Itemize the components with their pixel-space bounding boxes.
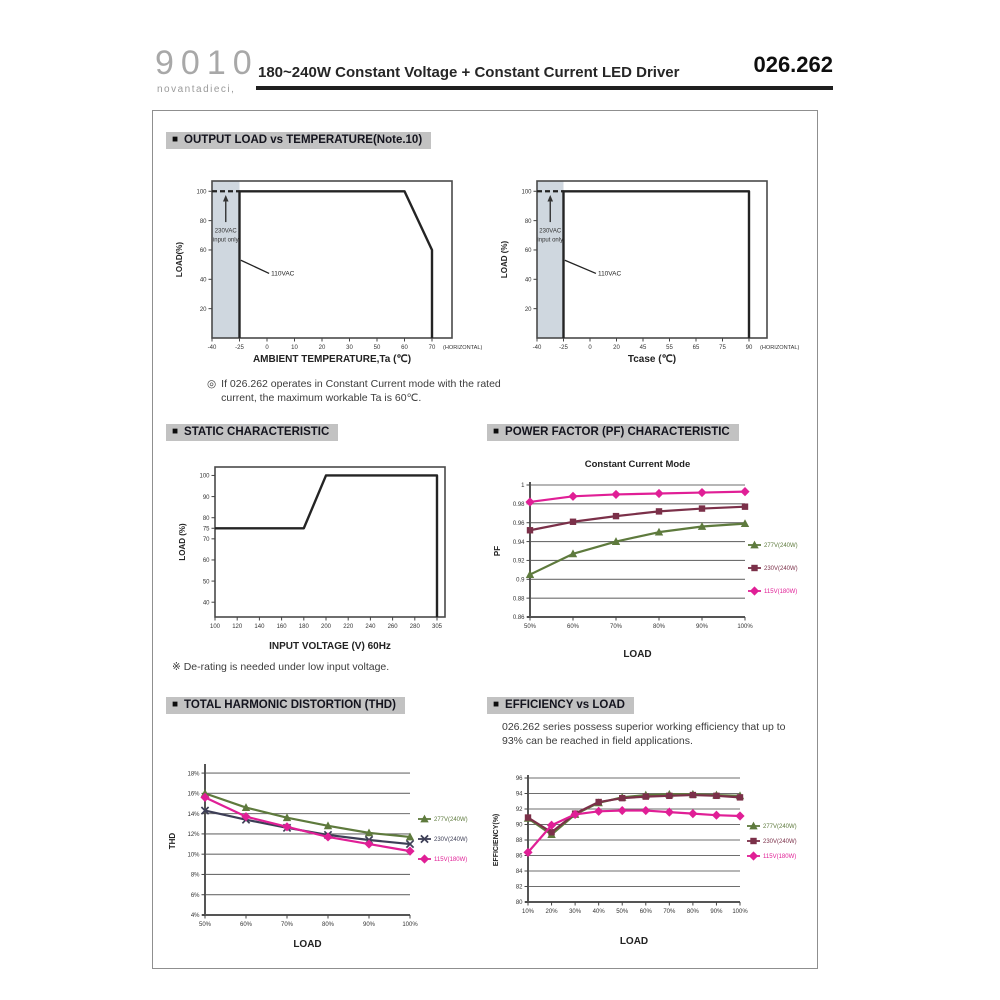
svg-text:90%: 90% [695,624,709,630]
model-number: 026.262 [753,52,833,77]
svg-text:60: 60 [202,558,210,565]
section-marker-icon: ■ [172,426,179,437]
svg-text:30: 30 [346,345,353,351]
svg-text:70%: 70% [609,624,623,630]
chart-ambient [160,165,505,380]
svg-text:LOAD (%): LOAD (%) [500,240,509,279]
svg-text:14%: 14% [187,811,200,818]
svg-text:PF: PF [493,545,502,557]
svg-text:50%: 50% [616,909,629,915]
svg-text:20: 20 [318,345,326,351]
svg-text:0.9: 0.9 [516,577,525,584]
svg-text:110VAC: 110VAC [597,270,622,278]
svg-text:40: 40 [202,600,210,607]
svg-text:20: 20 [613,345,620,351]
svg-text:90: 90 [202,494,210,501]
svg-text:60: 60 [401,345,408,351]
svg-text:180: 180 [298,624,309,630]
svg-text:30%: 30% [569,909,582,915]
svg-text:20%: 20% [545,909,558,915]
legend-item [747,851,796,860]
section-marker-icon: ■ [172,699,179,710]
chart-area-tcase-derating [495,165,817,385]
svg-text:16%: 16% [187,791,200,798]
svg-text:60: 60 [199,248,207,255]
svg-text:10%: 10% [187,852,200,859]
svg-text:60%: 60% [566,624,580,630]
svg-text:50%: 50% [523,624,537,630]
svg-text:230V(240W): 230V(240W) [434,837,468,843]
svg-text:0.94: 0.94 [512,539,525,546]
svg-text:140: 140 [254,624,265,630]
svg-text:70: 70 [202,537,210,544]
svg-text:50: 50 [373,345,381,351]
svg-text:0: 0 [588,345,592,351]
chart-tcase [495,165,817,380]
chart-area-efficiency [480,770,820,960]
svg-text:AMBIENT TEMPERATURE,Ta (℃): AMBIENT TEMPERATURE,Ta (℃) [252,354,412,365]
svg-text:92: 92 [515,807,523,814]
legend-item [747,838,797,845]
svg-text:input only: input only [537,237,564,244]
svg-text:45: 45 [639,345,647,351]
svg-text:0.96: 0.96 [512,520,525,527]
section-heading-pf [487,424,739,441]
svg-text:100%: 100% [732,909,748,915]
svg-text:80: 80 [202,515,210,522]
legend-item [748,586,797,595]
svg-text:LOAD(%): LOAD(%) [175,241,184,278]
svg-text:88: 88 [515,838,523,845]
derating-note [207,377,525,406]
svg-text:10%: 10% [521,909,535,915]
svg-text:4%: 4% [190,913,200,920]
legend-item [748,565,798,572]
svg-text:8%: 8% [190,872,200,879]
svg-text:100: 100 [196,189,207,196]
chart-area-power-factor [485,445,815,675]
svg-text:40: 40 [524,277,532,284]
svg-text:277V(240W): 277V(240W) [763,824,797,830]
svg-text:80: 80 [524,218,532,225]
svg-text:70%: 70% [663,909,676,915]
svg-text:60%: 60% [239,922,253,928]
svg-text:100: 100 [199,473,210,480]
svg-text:260: 260 [387,624,398,630]
svg-text:LOAD: LOAD [293,939,322,950]
svg-text:115V(180W): 115V(180W) [434,857,468,863]
section-marker-icon: ■ [493,426,500,437]
svg-text:80%: 80% [321,922,335,928]
section-heading-static [166,424,338,441]
svg-text:90%: 90% [362,922,376,928]
efficiency-note: 026.262 series possess superior working efficiency that up to 93% can be reached in field applications. [502,721,786,748]
chart-area-ambient-derating [160,165,505,385]
svg-text:230V(240W): 230V(240W) [764,566,798,572]
svg-text:110VAC: 110VAC [271,270,295,278]
svg-text:90: 90 [745,345,753,351]
svg-text:100: 100 [209,624,221,630]
chart-static [165,450,485,665]
chart-area-static-characteristic [165,450,485,670]
derating-note-text: If 026.262 operates in Constant Current mode with the rated current, the maximum workable Ta is 60℃. [221,378,501,405]
svg-text:200: 200 [320,624,332,630]
title-underline [256,86,833,90]
svg-text:100%: 100% [737,624,753,630]
svg-text:50%: 50% [198,922,212,928]
svg-text:60%: 60% [639,909,652,915]
svg-text:INPUT VOLTAGE (V) 60Hz: INPUT VOLTAGE (V) 60Hz [269,641,391,652]
svg-text:75: 75 [719,345,726,351]
svg-text:277V(240W): 277V(240W) [434,817,468,823]
svg-text:-40: -40 [532,345,542,351]
legend-item [418,815,468,823]
legend-item [747,822,797,830]
svg-text:115V(180W): 115V(180W) [763,854,797,860]
svg-text:50: 50 [202,579,210,586]
chart-eff [480,770,820,955]
svg-text:-25: -25 [559,345,568,351]
svg-text:94: 94 [515,791,523,798]
svg-text:277V(240W): 277V(240W) [764,543,798,549]
svg-text:THD: THD [168,832,177,850]
page-title: 180~240W Constant Voltage + Constant Current LED Driver [258,64,680,81]
section-heading-output-load [166,132,431,149]
svg-text:0.92: 0.92 [512,558,525,565]
svg-text:12%: 12% [187,832,200,839]
svg-text:75: 75 [202,526,210,533]
svg-text:Tcase (℃): Tcase (℃) [627,354,677,365]
section-marker-icon: ■ [493,699,500,710]
svg-text:(HORIZONTAL): (HORIZONTAL) [760,345,800,351]
chart-thd [155,755,490,955]
svg-text:6%: 6% [190,892,200,899]
svg-text:40%: 40% [592,909,605,915]
svg-text:230V(240W): 230V(240W) [763,839,797,845]
svg-text:120: 120 [232,624,243,630]
svg-text:0.88: 0.88 [512,596,525,603]
svg-text:80: 80 [199,218,207,225]
svg-text:-40: -40 [207,345,217,351]
svg-text:60: 60 [524,248,532,255]
svg-text:18%: 18% [187,771,200,778]
note-circle-icon: ◎ [207,378,217,390]
svg-text:280: 280 [409,624,420,630]
svg-text:40: 40 [199,277,207,284]
svg-text:100%: 100% [402,922,418,928]
legend-item [418,835,468,843]
section-heading-efficiency [487,697,634,714]
svg-text:82: 82 [515,884,523,891]
svg-text:0.98: 0.98 [512,502,525,509]
svg-text:LOAD (%): LOAD (%) [178,523,187,561]
svg-text:305: 305 [431,624,443,630]
section-heading-label: POWER FACTOR (PF) CHARACTERISTIC [505,426,730,438]
svg-text:230VAC: 230VAC [539,228,562,235]
svg-text:80: 80 [515,900,523,907]
section-heading-label: TOTAL HARMONIC DISTORTION (THD) [184,699,396,711]
section-heading-label: OUTPUT LOAD vs TEMPERATURE(Note.10) [184,134,423,146]
svg-text:20: 20 [524,306,532,313]
svg-text:80%: 80% [686,909,699,915]
svg-text:0: 0 [265,345,269,351]
svg-text:Constant Current Mode: Constant Current Mode [584,459,691,470]
svg-text:100: 100 [521,189,532,196]
svg-text:65: 65 [692,345,700,351]
svg-text:160: 160 [276,624,287,630]
svg-text:90%: 90% [710,909,723,915]
section-marker-icon: ■ [172,134,179,145]
brand-logo: 9010 [155,44,259,82]
static-note: ※ De-rating is needed under low input voltage. [172,661,390,673]
svg-text:86: 86 [515,853,523,860]
legend-item [418,854,467,863]
svg-text:55: 55 [666,345,673,351]
svg-text:1: 1 [521,483,525,490]
svg-text:20: 20 [199,306,207,313]
svg-text:70: 70 [428,345,436,351]
svg-text:80%: 80% [652,624,666,630]
svg-text:70%: 70% [280,922,294,928]
svg-text:84: 84 [515,869,523,876]
section-heading-label: EFFICIENCY vs LOAD [505,699,625,711]
svg-text:-25: -25 [235,345,244,351]
svg-text:10: 10 [291,345,298,351]
section-heading-label: STATIC CHARACTERISTIC [184,426,330,438]
svg-text:input only: input only [212,237,239,244]
svg-text:EFFICIENCY(%): EFFICIENCY(%) [493,813,500,867]
svg-text:240: 240 [365,624,376,630]
chart-area-thd [155,755,490,960]
svg-text:96: 96 [515,776,523,783]
svg-text:115V(180W): 115V(180W) [764,589,798,595]
svg-text:0.86: 0.86 [512,615,525,622]
chart-pf [485,445,815,670]
legend-item [748,541,798,549]
svg-text:LOAD: LOAD [619,936,649,947]
brand-logo-subtitle: novantadieci, [157,84,236,95]
svg-text:LOAD: LOAD [623,649,652,660]
svg-text:(HORIZONTAL): (HORIZONTAL) [443,345,483,351]
svg-text:220: 220 [343,624,354,630]
section-heading-thd [166,697,405,714]
svg-text:90: 90 [515,822,523,829]
svg-text:230VAC: 230VAC [214,228,237,235]
